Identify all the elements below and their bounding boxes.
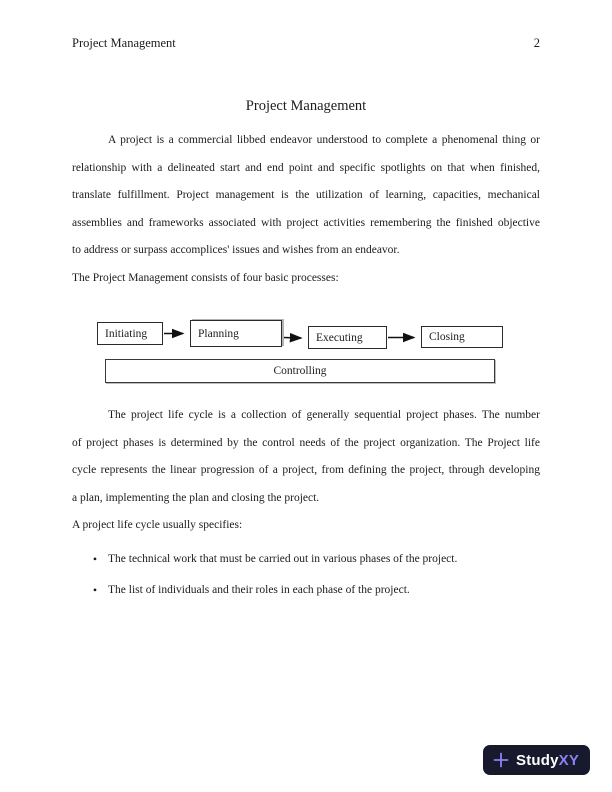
flow-box-controlling [105, 359, 495, 383]
paragraph-line: translate fulfillment. Project management is the utilization of learning, capacities, mechanical [72, 189, 540, 201]
flow-box-closing [421, 326, 503, 348]
logo-wordmark [516, 752, 579, 769]
bullet-text: The technical work that must be carried out in various phases of the project. [108, 552, 458, 565]
bullet-text: The list of individuals and their roles in each phase of the project. [108, 584, 410, 596]
paragraph-line: a plan, implementing the plan and closing the project. [72, 491, 320, 504]
flow-box-label: Closing [429, 331, 465, 343]
running-head-title: Project Management [72, 36, 176, 50]
flow-box-label: Controlling [273, 365, 327, 377]
page-number: 2 [533, 36, 540, 50]
flow-box-label: Executing [316, 331, 363, 344]
paragraph-line: to address or surpass accomplices' issues and wishes from an endeavor. [72, 244, 400, 256]
flow-box-initiating [97, 322, 163, 345]
paragraph-intro [72, 127, 540, 265]
paragraph-line: The project life cycle is a collection of generally sequential project phases. The number [108, 409, 540, 421]
paragraph-line: cycle represents the linear progression of a project, from defining the project, through developing [72, 464, 540, 476]
list-item [72, 577, 540, 605]
lifecycle-bullet-list [72, 546, 540, 605]
plus-icon [493, 752, 509, 768]
lead-in-lifecycle: A project life cycle usually specifies: [72, 519, 243, 531]
bullet-icon: • [92, 551, 98, 566]
flow-box-planning [190, 320, 282, 347]
process-flow-diagram [72, 316, 540, 386]
paragraph-line: of project phases is determined by the control needs of the project organization. The Project life [72, 436, 540, 449]
page-title: Project Management [245, 98, 367, 114]
paragraph-line: assemblies and frameworks associated with project activities remembering the finished objective [72, 216, 540, 229]
logo-brand: Study [516, 751, 559, 769]
flow-box-label: Planning [198, 327, 239, 340]
studyxy-logo-badge [483, 745, 590, 775]
paragraph-line: relationship with a delineated start and end point and specific spotlights on that when finished, [72, 161, 540, 174]
bullet-icon: • [92, 583, 98, 597]
logo-brand-accent: XY [558, 751, 580, 769]
lead-in-processes: The Project Management consists of four basic processes: [72, 271, 339, 284]
paragraph-lifecycle [72, 402, 540, 512]
flow-box-label: Initiating [105, 327, 148, 340]
paragraph-line: A project is a commercial libbed endeavor understood to complete a phenomenal thing or [108, 134, 540, 146]
list-item [72, 546, 540, 574]
running-head [72, 36, 540, 51]
flow-box-executing [308, 326, 387, 349]
arrow-planning-executing [283, 338, 301, 339]
